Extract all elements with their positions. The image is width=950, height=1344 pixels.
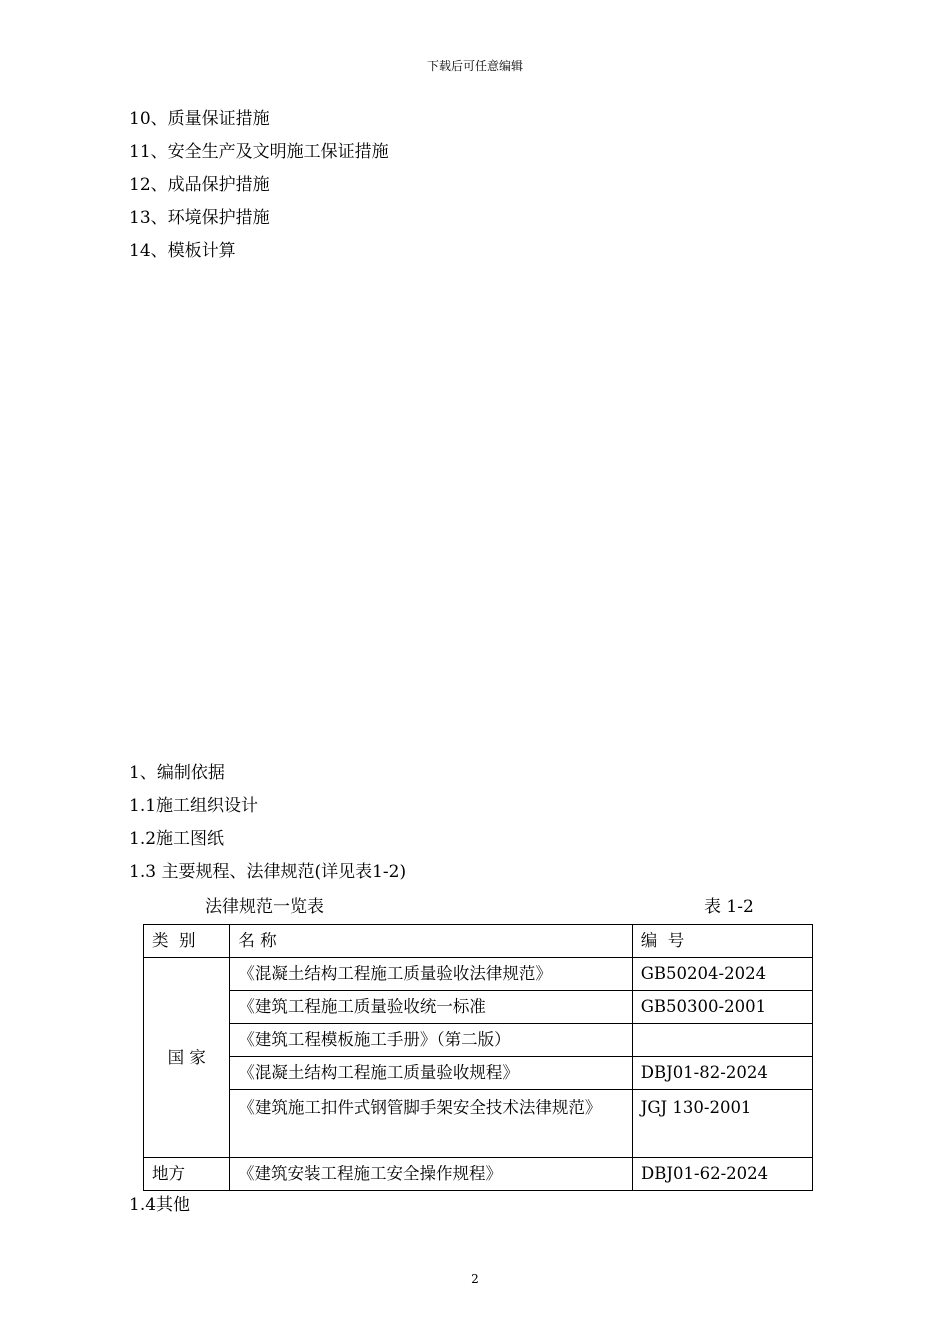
- page-header: 下载后可任意编辑: [426, 59, 523, 73]
- regulation-name: 《建筑工程施工质量验收统一标准: [230, 991, 632, 1024]
- regulation-name: 《建筑施工扣件式钢管脚手架安全技术法律规范》: [230, 1090, 632, 1158]
- section-other: 1.4其他: [129, 1195, 191, 1215]
- section-item: 1.2施工图纸: [129, 829, 225, 849]
- table-row: [144, 1090, 813, 1158]
- regulation-code: DBJ01-82-2024: [632, 1057, 812, 1090]
- toc-item: 10、质量保证措施: [129, 109, 270, 129]
- regulation-code: GB50204-2024: [632, 958, 812, 991]
- toc-item: 12、成品保护措施: [129, 175, 270, 195]
- regulation-code: [632, 1024, 812, 1057]
- section-basis: [129, 757, 406, 889]
- page-number: 2: [471, 1272, 479, 1286]
- regulation-name: 《混凝土结构工程施工质量验收法律规范》: [230, 958, 632, 991]
- regulation-code: GB50300-2001: [632, 991, 812, 1024]
- header-code: 编 号: [632, 925, 812, 958]
- table-number: 表 1-2: [704, 897, 754, 917]
- section-item: 1.1施工组织设计: [129, 796, 259, 816]
- toc-list: [129, 103, 389, 268]
- header-category: 类 别: [144, 925, 230, 958]
- regulations-table-local: [143, 1157, 813, 1191]
- table-row: [144, 958, 813, 991]
- header-name: 名 称: [230, 925, 632, 958]
- table-row: [144, 1057, 813, 1090]
- table-title: 法律规范一览表: [205, 897, 324, 917]
- regulation-name: 《混凝土结构工程施工质量验收规程》: [230, 1057, 632, 1090]
- table-row: [144, 1024, 813, 1057]
- regulation-code: DBJ01-62-2024: [633, 1158, 813, 1191]
- table-row: [144, 1158, 813, 1191]
- table-row: [144, 991, 813, 1024]
- regulation-name: 《建筑安装工程施工安全操作规程》: [229, 1158, 632, 1191]
- regulation-name: 《建筑工程模板施工手册》（第二版）: [230, 1024, 632, 1057]
- category-local-label: 地方: [144, 1158, 230, 1191]
- table-header-row: [144, 925, 813, 958]
- toc-item: 11、安全生产及文明施工保证措施: [129, 142, 389, 162]
- toc-item: 13、环境保护措施: [129, 208, 270, 228]
- toc-item: 14、模板计算: [129, 241, 236, 261]
- section-item: 1.3 主要规程、法律规范(详见表1-2): [129, 862, 407, 882]
- regulations-table: [143, 924, 813, 1158]
- section-heading: 1、编制依据: [129, 763, 225, 783]
- category-national: 国 家: [144, 958, 230, 1158]
- regulation-code: JGJ 130-2001: [632, 1090, 812, 1158]
